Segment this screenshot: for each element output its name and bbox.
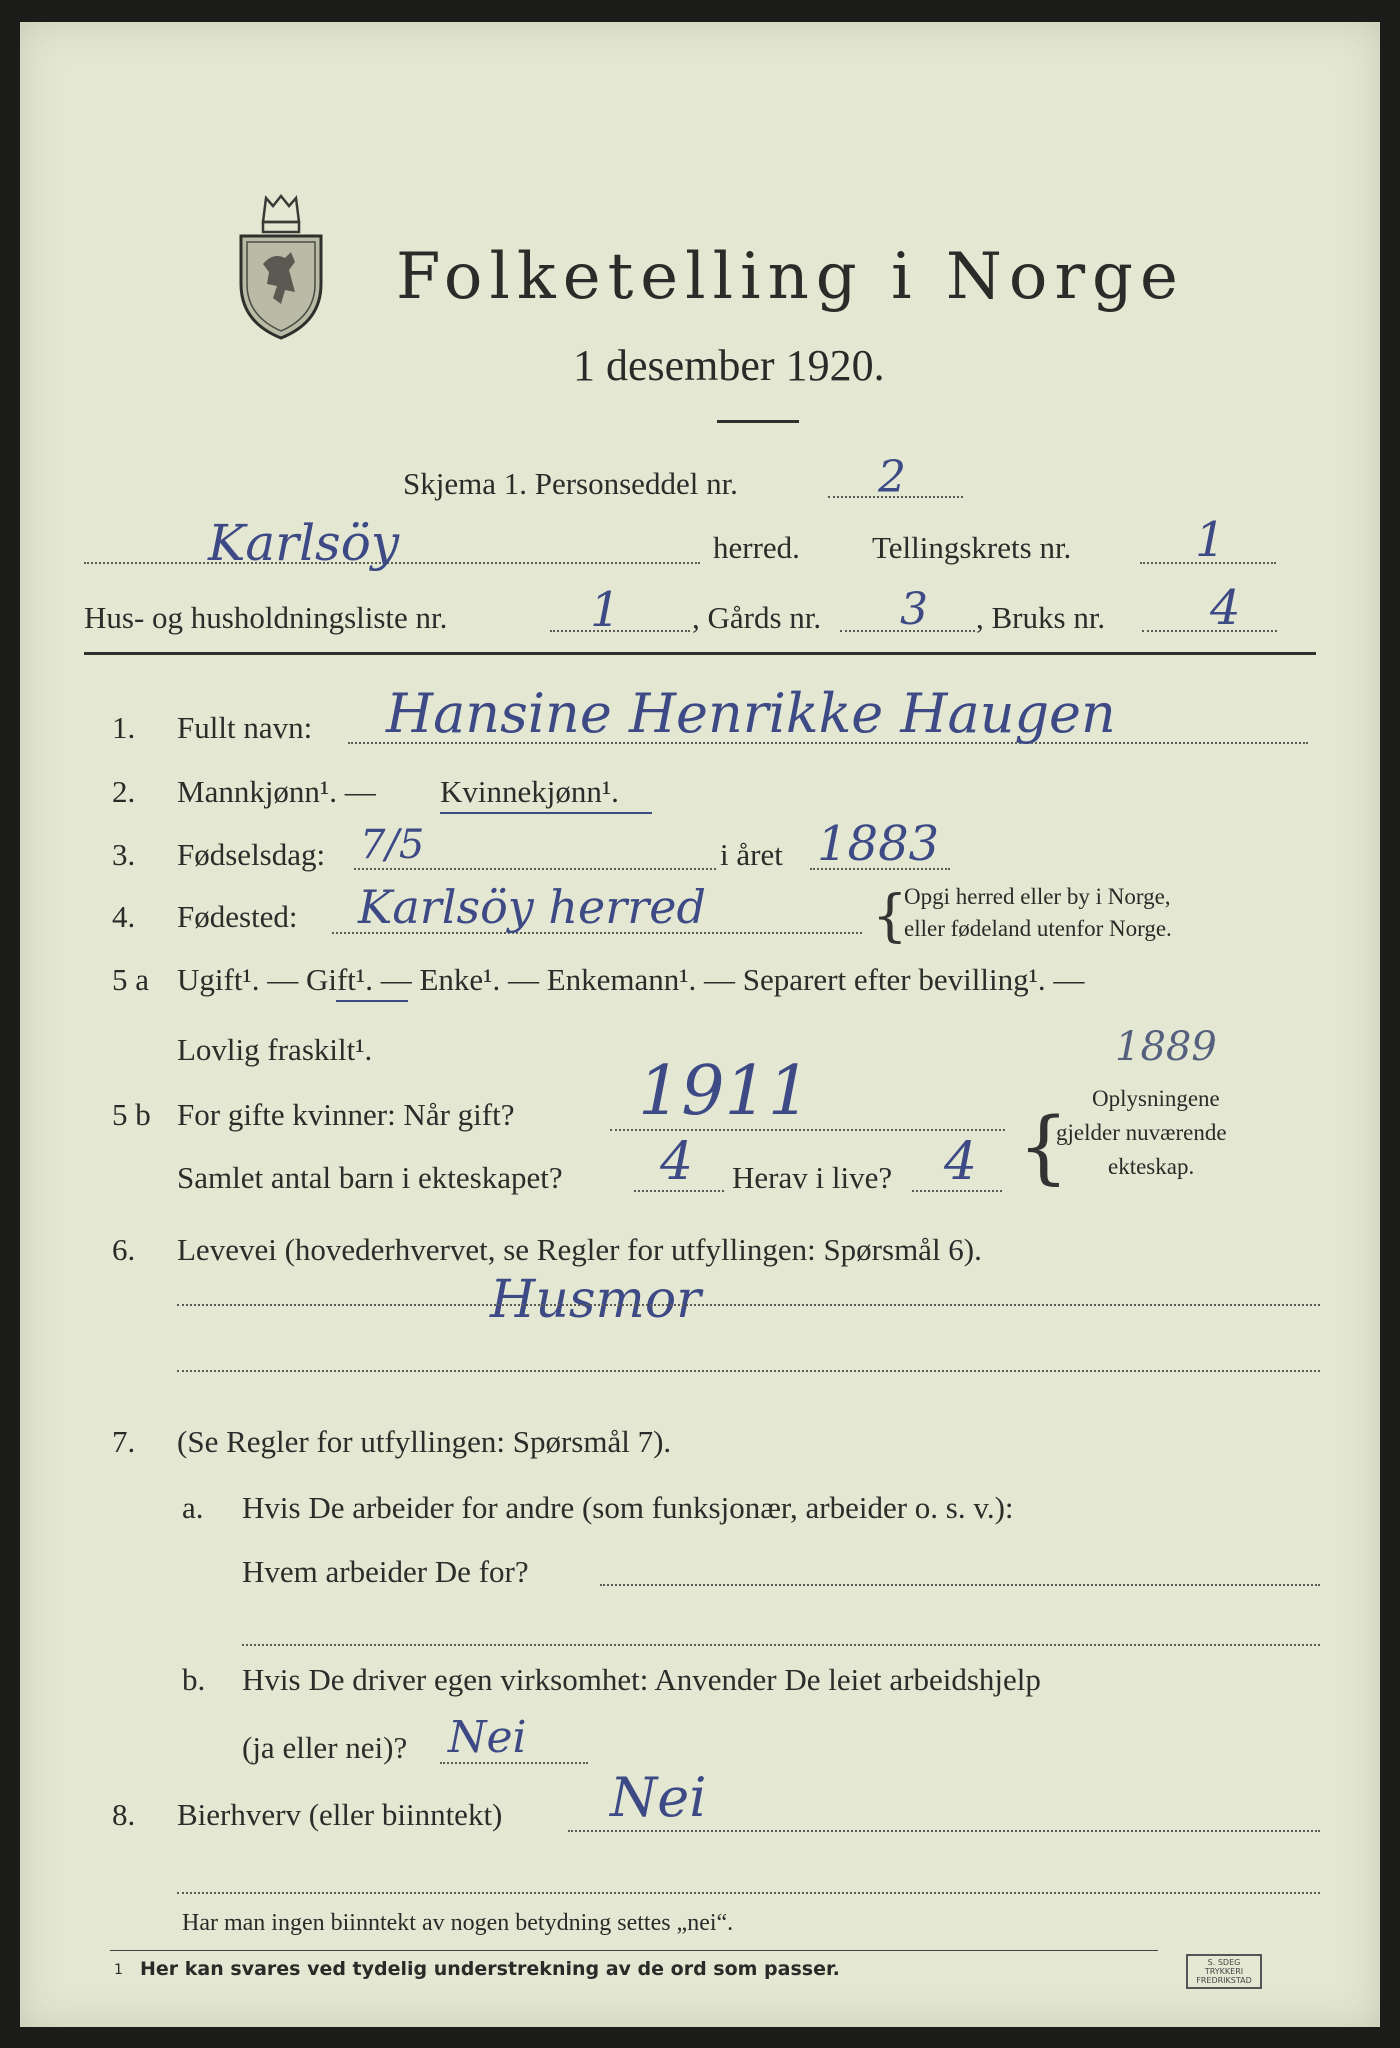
gender-female-option[interactable]: Kvinnekjønn¹. [440, 774, 619, 809]
marital-status-options-2[interactable]: Lovlig fraskilt¹. [177, 1032, 373, 1067]
children-total-value[interactable]: 4 [660, 1132, 694, 1192]
married-note-brace: { [1018, 1100, 1069, 1193]
marital-status-options[interactable]: Ugift¹. — Gift¹. — Enke¹. — Enkemann¹. — Separert efter bevilling¹. — [177, 962, 1085, 997]
schema-label: Skjema 1. Personseddel nr. [403, 466, 738, 501]
q7a-line1: Hvis De arbeider for andre (som funksjonær, arbeider o. s. v.): [242, 1490, 1014, 1525]
herred-value[interactable]: Karlsöy [208, 514, 400, 572]
q8-number: 8. [112, 1797, 136, 1832]
married-year-value[interactable]: 1911 [638, 1052, 812, 1131]
bruks-value[interactable]: 4 [1210, 580, 1241, 636]
q2-number: 2. [112, 774, 136, 809]
birthplace-label: Fødested: [177, 899, 298, 934]
gift-underline-mark [336, 1000, 408, 1002]
coat-of-arms-icon [233, 192, 329, 342]
q7b-line1: Hvis De driver egen virksomhet: Anvender De leiet arbeidshjelp [242, 1662, 1041, 1697]
side-income-value[interactable]: Nei [610, 1766, 707, 1829]
tellingskrets-value[interactable]: 1 [1195, 512, 1226, 568]
birth-year-value[interactable]: 1883 [817, 816, 940, 872]
children-alive-value[interactable]: 4 [944, 1132, 978, 1192]
husholdningsliste-label: Hus- og husholdningsliste nr. [84, 600, 448, 635]
census-form-sheet [20, 22, 1380, 2027]
herred-label: herred. [713, 530, 800, 565]
occupation-line-2 [177, 1370, 1320, 1372]
occupation-line-1 [177, 1304, 1320, 1306]
birthplace-note-line2: eller fødeland utenfor Norge. [904, 916, 1172, 941]
footnote-number: 1 [114, 1962, 123, 1978]
birthplace-value[interactable]: Karlsöy herred [358, 880, 706, 934]
husholdningsliste-value[interactable]: 1 [590, 582, 621, 638]
q7b-letter: b. [182, 1662, 206, 1697]
q5b-number: 5 b [112, 1097, 151, 1132]
side-income-line-1 [568, 1830, 1320, 1832]
footnote-text: Her kan svares ved tydelig understrekning av de ord som passer. [140, 1958, 840, 1980]
printer-stamp: S. SDEG TRYKKERI FREDRIKSTAD [1186, 1954, 1262, 1989]
married-when-label: For gifte kvinner: Når gift? [177, 1097, 515, 1132]
q7-label: (Se Regler for utfyllingen: Spørsmål 7). [177, 1424, 672, 1459]
employer-line-2[interactable] [242, 1644, 1320, 1646]
q7a-letter: a. [182, 1490, 204, 1525]
form-title: Folketelling i Norge [396, 240, 1185, 314]
header-rule [84, 652, 1316, 655]
birth-year-label: i året [720, 837, 783, 872]
birthday-line [354, 868, 716, 870]
full-name-label: Fullt navn: [177, 710, 313, 745]
q5a-number: 5 a [112, 962, 150, 997]
married-year-correction: 1889 [1115, 1024, 1217, 1070]
q3-number: 3. [112, 837, 136, 872]
married-note-line3: ekteskap. [1108, 1154, 1195, 1179]
occupation-label: Levevei (hovederhvervet, se Regler for utfyllingen: Spørsmål 6). [177, 1232, 982, 1267]
female-underline-mark [440, 812, 652, 814]
footnote-rule [110, 1950, 1158, 1951]
bruks-label: , Bruks nr. [976, 600, 1106, 635]
birthplace-note-line1: Opgi herred eller by i Norge, [904, 884, 1171, 909]
census-date: 1 desember 1920. [573, 341, 885, 390]
tellingskrets-label: Tellingskrets nr. [872, 530, 1072, 565]
q7a-line2: Hvem arbeider De for? [242, 1554, 529, 1589]
children-total-label: Samlet antal barn i ekteskapet? [177, 1160, 563, 1195]
birthplace-note-brace: { [872, 884, 908, 949]
no-income-note: Har man ingen biinntekt av nogen betydning settes „nei“. [182, 1910, 734, 1936]
gards-label: , Gårds nr. [692, 600, 822, 635]
married-note-line1: Oplysningene [1092, 1086, 1220, 1111]
schema-number-value[interactable]: 2 [878, 452, 906, 503]
gards-value[interactable]: 3 [900, 584, 928, 635]
occupation-value[interactable]: Husmor [490, 1270, 701, 1330]
q1-number: 1. [112, 710, 136, 745]
children-alive-label: Herav i live? [732, 1160, 893, 1195]
birthday-label: Fødselsdag: [177, 837, 326, 872]
side-income-line-2 [177, 1892, 1320, 1894]
full-name-value[interactable]: Hansine Henrikke Haugen [386, 682, 1116, 745]
gender-male-option[interactable]: Mannkjønn¹. — [177, 774, 376, 809]
q7-number: 7. [112, 1424, 136, 1459]
employer-line-1[interactable] [600, 1584, 1320, 1586]
hired-help-value[interactable]: Nei [448, 1712, 527, 1763]
married-note-line2: gjelder nuværende [1056, 1120, 1227, 1145]
title-divider [717, 420, 799, 423]
q7b-line2: (ja eller nei)? [242, 1730, 408, 1765]
side-income-label: Bierhverv (eller biinntekt) [177, 1797, 503, 1832]
q4-number: 4. [112, 899, 136, 934]
q6-number: 6. [112, 1232, 136, 1267]
birthday-value[interactable]: 7/5 [360, 822, 425, 868]
